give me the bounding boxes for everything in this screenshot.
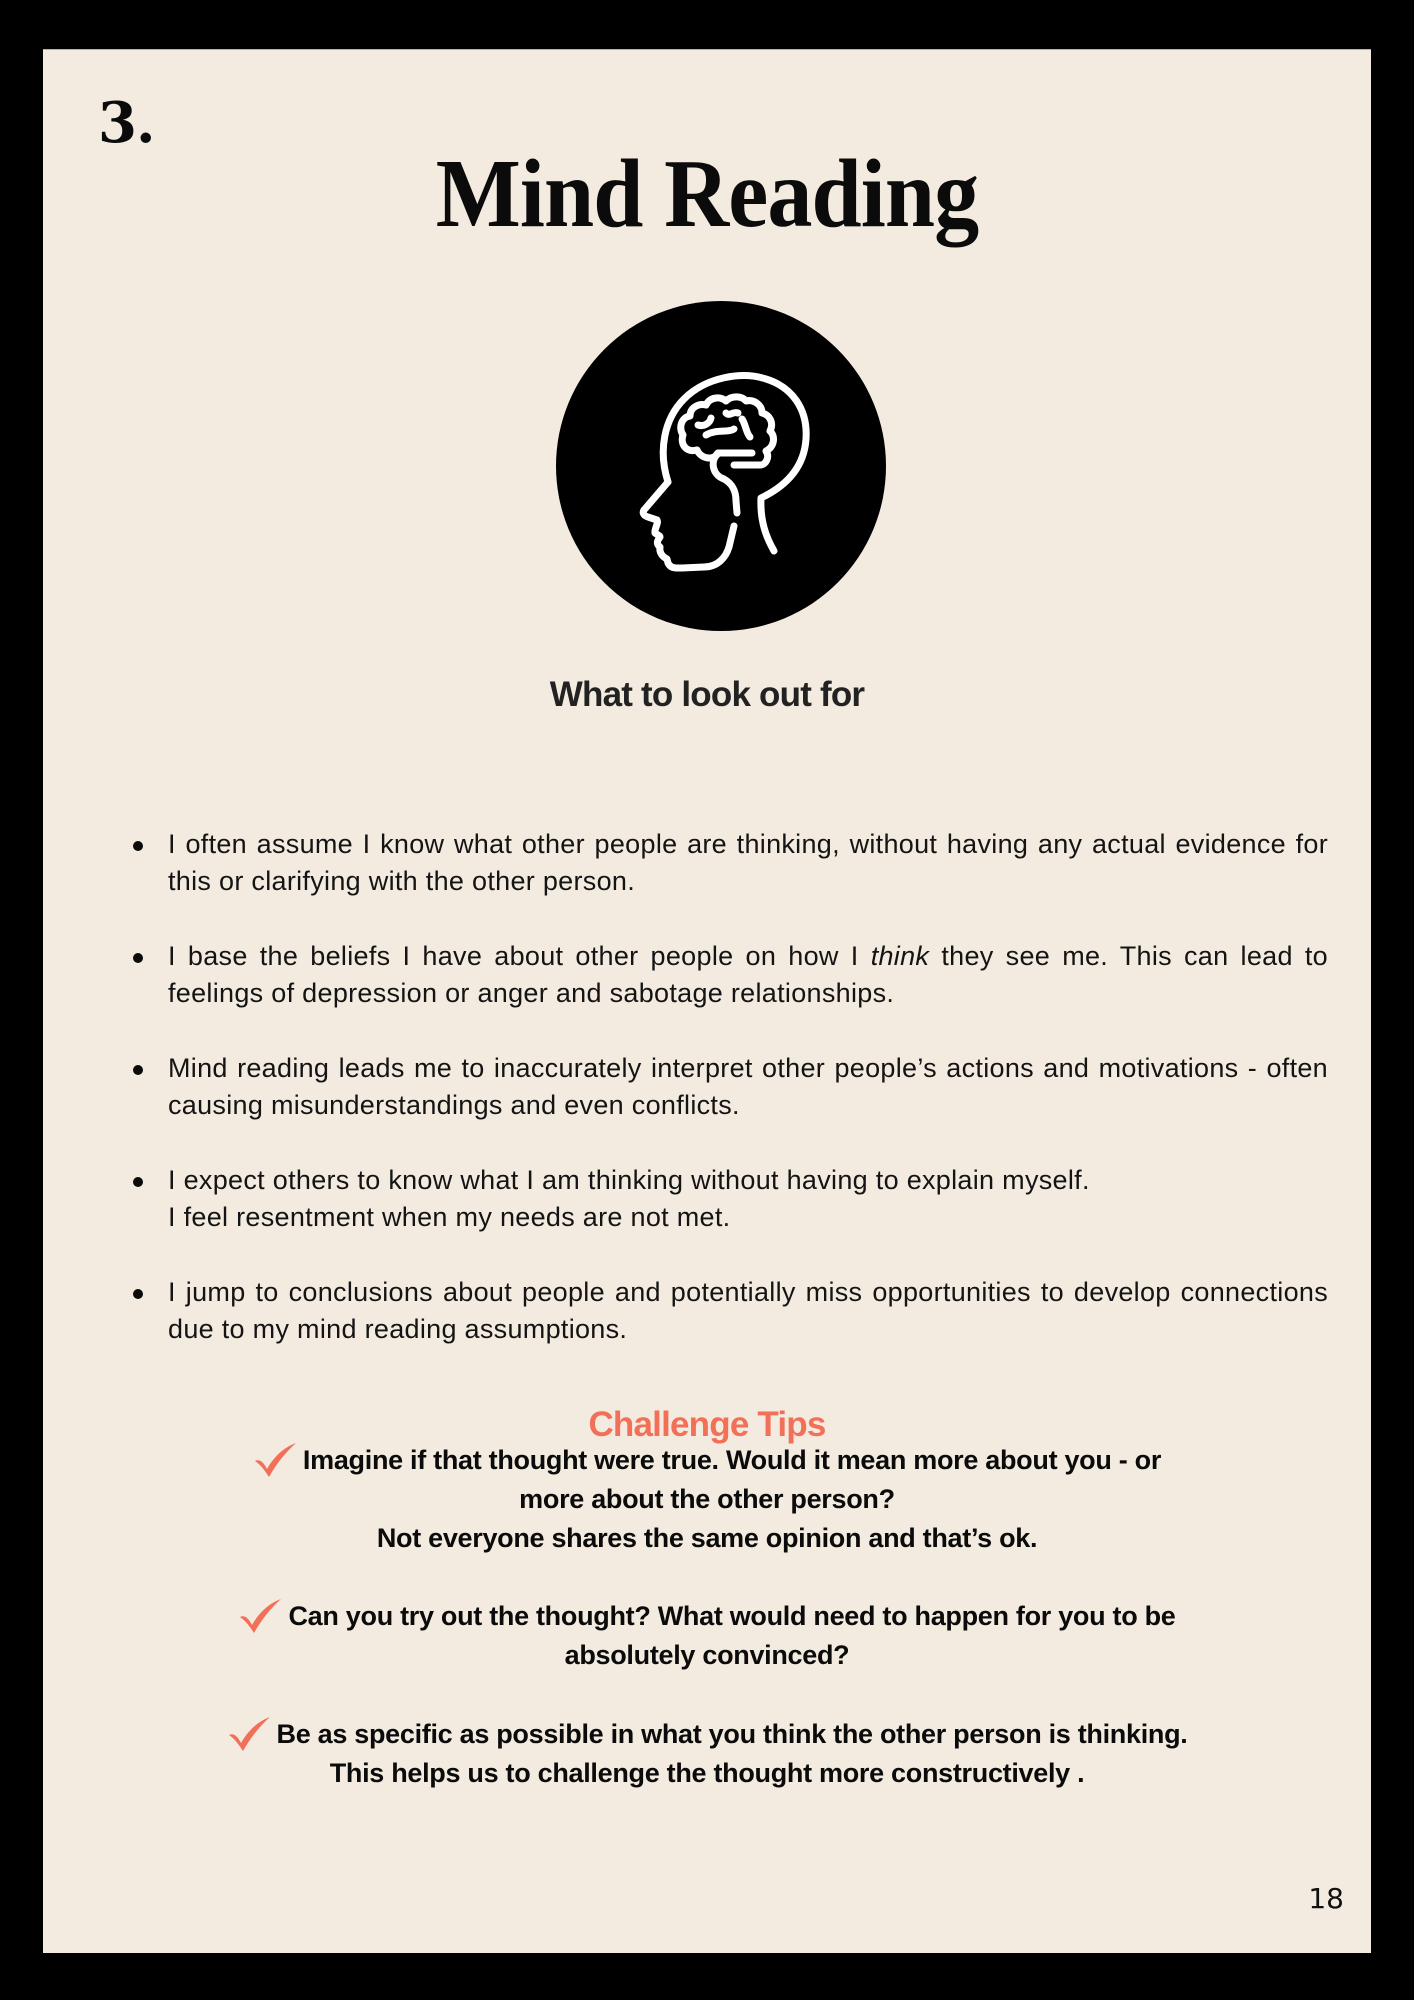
checkmark-icon bbox=[227, 1715, 271, 1753]
challenge-tip: Be as specific as possible in what you think the other person is thinking. This helps us to challenge the thought more constructively . bbox=[103, 1715, 1311, 1793]
list-item: I expect others to know what I am thinking without having to explain myself. I feel resentment when my needs are not met. bbox=[168, 1162, 1328, 1236]
challenge-tip: Imagine if that thought were true. Would it mean more about you - or more about the other person? Not everyone shares the same opinion and that’s ok. bbox=[103, 1441, 1311, 1558]
page-number: 18 bbox=[1308, 1882, 1344, 1915]
challenge-tips-heading: Challenge Tips bbox=[588, 1405, 826, 1444]
challenge-tip: Can you try out the thought? What would need to happen for you to be absolutely convinced? bbox=[103, 1597, 1311, 1675]
worksheet-page bbox=[43, 49, 1371, 1953]
page-title: Mind Reading bbox=[435, 140, 979, 248]
list-item: I base the beliefs I have about other people on how I think they see me. This can lead to feelings of depression or anger and sabotage relationships. bbox=[168, 938, 1328, 1012]
list-item: I often assume I know what other people are thinking, without having any actual evidence for this or clarifying with the other person. bbox=[168, 826, 1328, 900]
checkmark-icon bbox=[238, 1597, 282, 1635]
list-item: Mind reading leads me to inaccurately interpret other people’s actions and motivations - often causing misunderstandings and even conflicts. bbox=[168, 1050, 1328, 1124]
head-with-brain-icon bbox=[556, 301, 886, 631]
bullet-icon bbox=[133, 1177, 143, 1187]
section-number: 3. bbox=[98, 90, 155, 156]
look-out-heading: What to look out for bbox=[549, 675, 865, 714]
bullet-icon bbox=[133, 953, 143, 963]
bullet-icon bbox=[133, 841, 143, 851]
bullet-icon bbox=[133, 1065, 143, 1075]
look-out-list bbox=[168, 826, 1328, 1386]
list-item: I jump to conclusions about people and potentially miss opportunities to develop connections due to my mind reading assumptions. bbox=[168, 1274, 1328, 1348]
checkmark-icon bbox=[253, 1441, 297, 1479]
emphasis-text: think bbox=[870, 941, 930, 971]
bullet-icon bbox=[133, 1289, 143, 1299]
